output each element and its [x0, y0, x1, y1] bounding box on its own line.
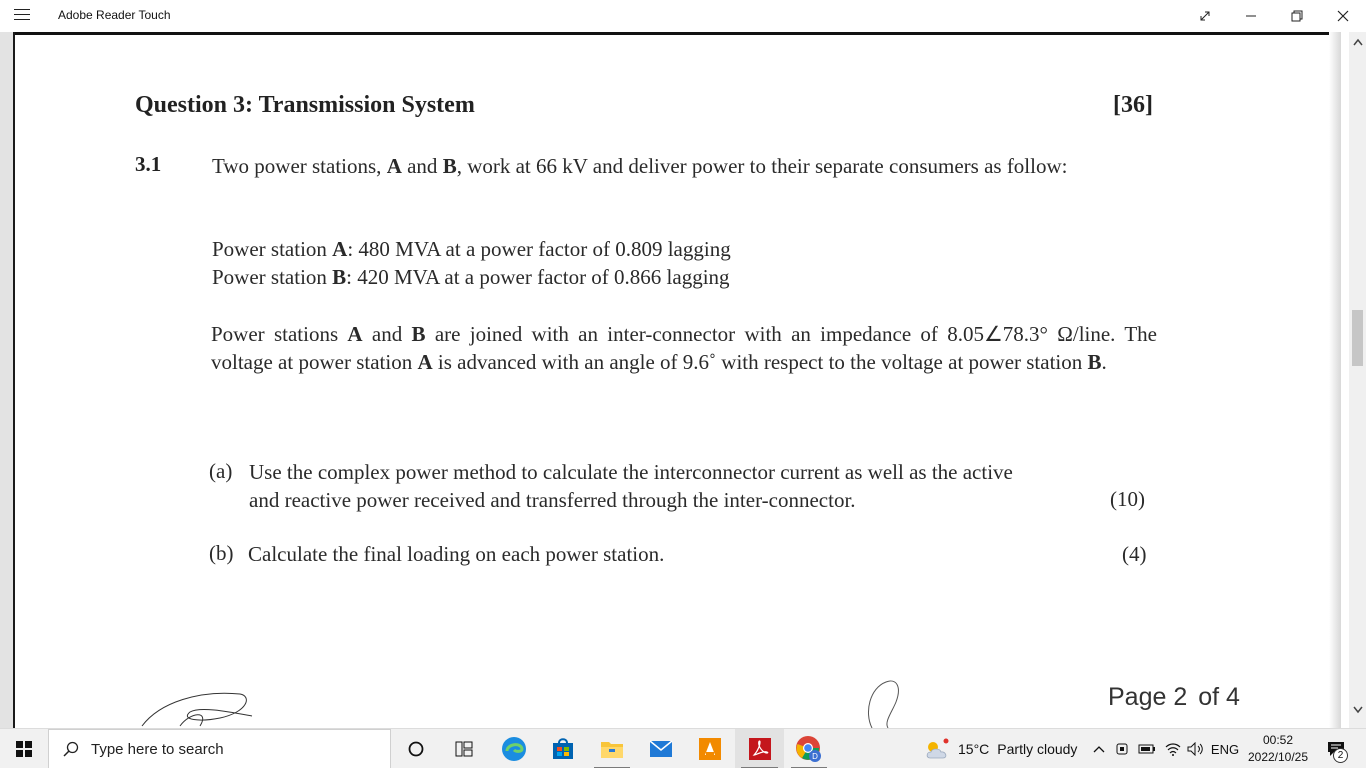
- scroll-down-arrow-icon[interactable]: [1349, 706, 1366, 722]
- scroll-thumb[interactable]: [1352, 310, 1363, 366]
- signature-left: [140, 682, 260, 728]
- weather-desc: Partly cloudy: [997, 741, 1078, 757]
- store-icon[interactable]: [539, 729, 587, 768]
- page-left-margin: [0, 32, 15, 728]
- volume-icon[interactable]: [1185, 729, 1207, 768]
- svg-text:D: D: [812, 752, 818, 761]
- station-a-line: Power station A: 480 MVA at a power factor of 0.809 lagging: [212, 237, 731, 261]
- edge-icon[interactable]: [490, 729, 538, 768]
- close-icon[interactable]: [1320, 0, 1366, 32]
- station-b-line: Power station B: 420 MVA at a power factor of 0.866 lagging: [212, 265, 730, 289]
- part-a-text-line1: Use the complex power method to calculate the interconnector current as well as the active: [249, 460, 1013, 484]
- search-icon: [63, 741, 79, 757]
- task-view-icon[interactable]: [440, 729, 488, 768]
- title-bar: [0, 0, 1366, 32]
- question-marks: [36]: [1113, 92, 1153, 118]
- clock[interactable]: [1244, 729, 1312, 768]
- cortana-icon[interactable]: [392, 729, 440, 768]
- question-title: Question 3: Transmission System: [135, 92, 475, 118]
- notification-badge: 2: [1333, 748, 1348, 763]
- fullscreen-icon[interactable]: [1182, 0, 1228, 32]
- restore-icon[interactable]: [1274, 0, 1320, 32]
- language-indicator[interactable]: ENG: [1210, 741, 1240, 757]
- page-number: Page 2: [1108, 683, 1188, 711]
- page-top-edge: [0, 32, 1340, 35]
- hamburger-menu-icon[interactable]: [14, 9, 30, 23]
- clock-date: 2022/10/25: [1247, 750, 1309, 764]
- part-b-text: Calculate the final loading on each power station.: [248, 542, 665, 566]
- minimize-icon[interactable]: [1228, 0, 1274, 32]
- taskbar-search[interactable]: [48, 729, 391, 768]
- weather-temp: 15°C: [958, 741, 990, 757]
- part-b-marks: (4): [1122, 542, 1147, 566]
- part-a-label: (a): [209, 459, 233, 483]
- device-icon[interactable]: [1112, 729, 1132, 768]
- part-a-text-line2: and reactive power received and transferred through the inter-connector.: [249, 488, 856, 512]
- scroll-up-arrow-icon[interactable]: [1349, 38, 1366, 54]
- app-title: Adobe Reader Touch: [58, 8, 171, 22]
- chevron-up-icon[interactable]: [1089, 729, 1109, 768]
- mail-icon[interactable]: [637, 729, 685, 768]
- file-explorer-icon[interactable]: [588, 729, 636, 768]
- intro-paragraph: Two power stations, A and B, work at 66 kV and deliver power to their separate consumers as follow:: [212, 154, 1068, 178]
- vlc-icon[interactable]: [686, 729, 734, 768]
- taskbar: [0, 728, 1366, 768]
- page-right-shadow: [1329, 32, 1341, 728]
- interconnector-paragraph: Power stations A and B are joined with an inter-connector with an impedance of 8.05∠78.3° Ω/line. The voltage at power station A is advanced with an angle of 9.6˚ with respect to the voltage at power station B.: [211, 322, 1157, 374]
- page-indicator: [1108, 683, 1244, 712]
- page-count: of 4: [1198, 683, 1240, 711]
- signature-right: [862, 672, 908, 728]
- chrome-icon[interactable]: [785, 729, 833, 768]
- windows-start-icon[interactable]: [0, 729, 48, 768]
- adobe-reader-icon[interactable]: [735, 729, 784, 768]
- vertical-scrollbar[interactable]: [1349, 32, 1366, 728]
- clock-time: 00:52: [1262, 733, 1294, 747]
- weather-widget[interactable]: [924, 729, 1084, 768]
- wifi-icon[interactable]: [1162, 729, 1184, 768]
- search-input[interactable]: [91, 741, 371, 758]
- subquestion-number: 3.1: [135, 152, 162, 176]
- part-b-label: (b): [209, 541, 234, 565]
- partly-cloudy-icon: [924, 738, 950, 760]
- document-viewer[interactable]: [0, 32, 1366, 728]
- battery-icon[interactable]: [1136, 729, 1158, 768]
- part-a-marks: (10): [1110, 487, 1145, 511]
